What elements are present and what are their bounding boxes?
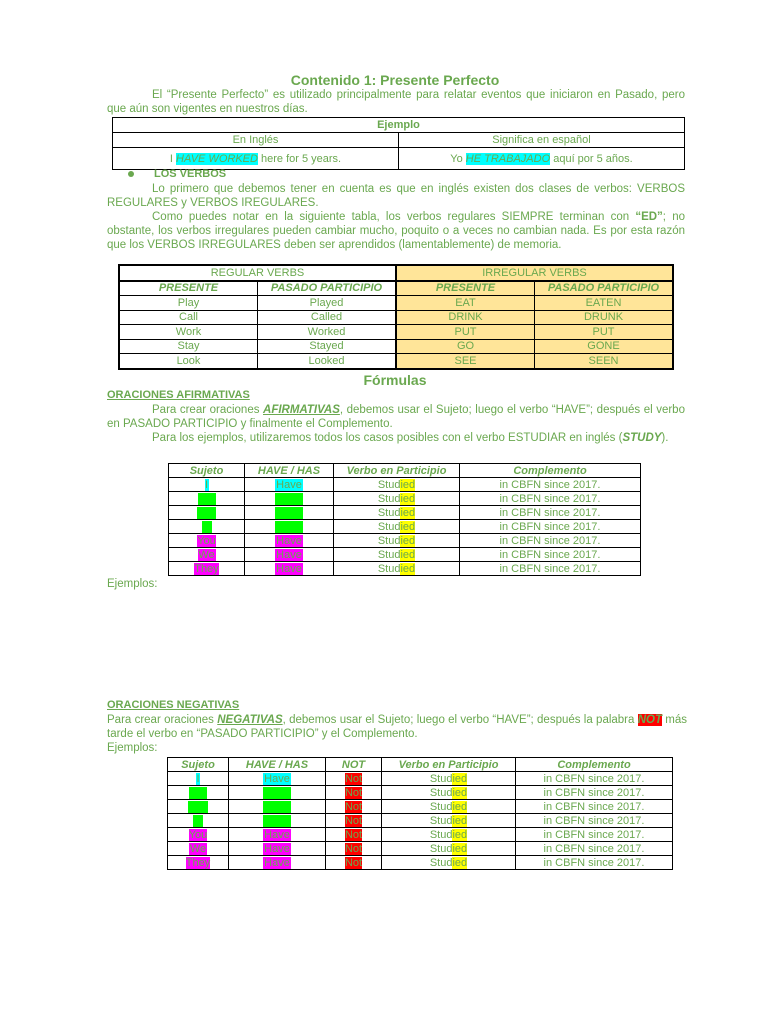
participle-stem: Stud [429, 814, 453, 827]
participle-stem: Stud [377, 506, 401, 519]
table-row [168, 814, 673, 828]
participle-stem: Stud [429, 856, 453, 869]
complement-cell: in CBFN since 2017. [516, 828, 673, 842]
auxiliary-cell [245, 492, 334, 506]
col-have-has: HAVE / HAS [229, 758, 326, 772]
complement-cell: in CBFN since 2017. [516, 786, 673, 800]
affirmative-paragraph-1 [107, 403, 685, 431]
table-cell: PUT [535, 325, 674, 340]
participle-stem: Stud [429, 772, 453, 785]
table-row [169, 506, 641, 520]
complement-cell: in CBFN since 2017. [516, 814, 673, 828]
participle-suffix: ied [452, 856, 468, 869]
text-fragment: Como puedes notar en la siguiente tabla, los verbos regulares SIEMPRE terminan con [152, 211, 636, 223]
subject-label: It [194, 814, 202, 827]
table-cell: Stayed [258, 339, 397, 354]
col-presente-regular: PRESENTE [119, 281, 258, 296]
auxiliary-label: Has [263, 801, 291, 813]
col-complemento: Complemento [460, 464, 641, 478]
participle-cell [382, 772, 516, 786]
table-row [168, 856, 673, 870]
subject-label: You [197, 534, 216, 547]
table-cell: Look [119, 354, 258, 369]
complement-cell: in CBFN since 2017. [460, 520, 641, 534]
regular-verbs-header: REGULAR VERBS [119, 265, 396, 281]
table-cell: Call [119, 310, 258, 325]
participle-cell [382, 856, 516, 870]
subject-label: It [203, 520, 210, 533]
table-cell: PUT [396, 325, 535, 340]
table-row [168, 800, 673, 814]
table-cell: DRUNK [535, 310, 674, 325]
subject-cell [168, 786, 229, 800]
participle-cell [334, 520, 460, 534]
table-row [119, 310, 673, 325]
auxiliary-label: Has [263, 787, 291, 799]
subject-label: I [196, 772, 200, 785]
formulas-title: Fórmulas [363, 372, 427, 388]
participle-stem: Stud [377, 520, 401, 533]
participle-cell [382, 786, 516, 800]
subject-label: He [199, 492, 214, 505]
col-complemento: Complemento [516, 758, 673, 772]
text-fragment: aquí por 5 años. [550, 152, 633, 165]
negative-formula-table [167, 757, 673, 870]
participle-suffix: ied [452, 800, 468, 813]
participle-cell [334, 506, 460, 520]
afirmativas-keyword: AFIRMATIVAS [263, 404, 340, 416]
table-cell: Work [119, 325, 258, 340]
participle-suffix: ied [452, 786, 468, 799]
participle-suffix: ied [400, 562, 416, 575]
negativas-keyword: NEGATIVAS [217, 714, 283, 726]
table-cell: Worked [258, 325, 397, 340]
table-row [168, 786, 673, 800]
subject-label: They [194, 562, 219, 575]
table-cell: SEEN [535, 354, 674, 369]
auxiliary-label: Has [263, 815, 291, 827]
subject-label: They [185, 856, 211, 869]
not-cell [326, 800, 382, 814]
auxiliary-label: Have [276, 534, 302, 547]
not-cell [326, 842, 382, 856]
not-label: Not [344, 786, 363, 799]
negative-paragraph [107, 713, 687, 741]
auxiliary-cell [229, 856, 326, 870]
not-cell [326, 814, 382, 828]
col-sujeto: Sujeto [169, 464, 245, 478]
participle-suffix: ied [400, 520, 416, 533]
col-pasado-regular: PASADO PARTICIPIO [258, 281, 397, 296]
subject-cell [169, 492, 245, 506]
table-cell: Stay [119, 339, 258, 354]
not-cell [326, 772, 382, 786]
participle-cell [334, 478, 460, 492]
participle-stem: Stud [429, 842, 453, 855]
auxiliary-cell [245, 548, 334, 562]
auxiliary-cell [229, 786, 326, 800]
auxiliary-label: Have [276, 562, 302, 575]
auxiliary-cell [229, 828, 326, 842]
subject-cell [169, 506, 245, 520]
complement-cell: in CBFN since 2017. [516, 842, 673, 856]
example-header: Ejemplo [113, 118, 685, 133]
verbs-table [118, 264, 674, 370]
auxiliary-cell [245, 534, 334, 548]
text-fragment: más tarde el verbo en “PASADO PARTICIPIO” y el Complemento. [107, 714, 687, 740]
bullet-icon [128, 171, 134, 177]
text-fragment: ). [661, 432, 669, 444]
complement-cell: in CBFN since 2017. [460, 562, 641, 576]
participle-cell [382, 842, 516, 856]
auxiliary-label: Have [276, 548, 302, 561]
col-sujeto: Sujeto [168, 758, 229, 772]
auxiliary-cell [229, 800, 326, 814]
subject-label: She [196, 506, 217, 519]
bullet-los-verbos [128, 168, 226, 180]
complement-cell: in CBFN since 2017. [516, 772, 673, 786]
participle-cell [382, 814, 516, 828]
intro-paragraph: El “Presente Perfecto” es utilizado principalmente para relatar eventos que iniciaron en Pasado, pero que aún son vigentes en nuestros días. [107, 89, 685, 115]
complement-cell: in CBFN since 2017. [460, 506, 641, 520]
not-cell [326, 856, 382, 870]
table-cell: EATEN [535, 296, 674, 311]
not-label: Not [344, 856, 363, 869]
participle-stem: Stud [377, 478, 401, 491]
example-spanish-sentence [399, 148, 685, 170]
table-row [169, 520, 641, 534]
col-not: NOT [326, 758, 382, 772]
auxiliary-label: Have [264, 772, 290, 785]
table-row [119, 296, 673, 311]
participle-suffix: ied [400, 492, 416, 505]
subject-cell [168, 800, 229, 814]
study-keyword: STUDY [622, 432, 662, 444]
subject-cell [168, 842, 229, 856]
participle-stem: Stud [429, 800, 453, 813]
example-table [112, 117, 685, 170]
auxiliary-label: Have [264, 828, 290, 841]
affirmative-examples-label: Ejemplos: [107, 578, 158, 590]
complement-cell: in CBFN since 2017. [460, 478, 641, 492]
subject-cell [168, 856, 229, 870]
table-cell: Looked [258, 354, 397, 369]
complement-cell: in CBFN since 2017. [516, 856, 673, 870]
text-fragment: Para los ejemplos, utilizaremos todos los casos posibles con el verbo ESTUDIAR en inglés ( [152, 432, 623, 444]
participle-cell [334, 548, 460, 562]
participle-stem: Stud [377, 534, 401, 547]
irregular-verbs-header: IRREGULAR VERBS [396, 265, 673, 281]
auxiliary-cell [245, 506, 334, 520]
verbs-paragraph-1: Lo primero que debemos tener en cuenta es que en inglés existen dos clases de verbos: VERBOS REGULARES y VERBOS IREGULARES. [107, 183, 685, 209]
not-label: Not [344, 828, 363, 841]
participle-stem: Stud [377, 548, 401, 561]
text-fragment: , debemos usar el Sujeto; luego el verbo “HAVE”; después el verbo en PASADO PARTICIPIO y finalmente el Complemento. [107, 404, 685, 430]
subject-cell [169, 478, 245, 492]
participle-suffix: ied [452, 814, 468, 827]
text-fragment: ; no obstante, los verbos irregulares pueden cambiar mucho, poquito o a veces no cambian nada. Es por esta razón que los VERBOS IRREGULARES deben ser aprendidos (lamentablemente) de memoria. [107, 211, 685, 251]
page-title: Contenido 1: Presente Perfecto [290, 72, 500, 88]
participle-stem: Stud [377, 562, 401, 575]
ed-emphasis: “ED” [635, 211, 663, 223]
participle-stem: Stud [429, 786, 453, 799]
complement-cell: in CBFN since 2017. [460, 548, 641, 562]
auxiliary-cell [245, 562, 334, 576]
col-pasado-irregular: PASADO PARTICIPIO [535, 281, 674, 296]
not-label: Not [344, 800, 363, 813]
text-fragment: here for 5 years. [257, 152, 342, 165]
not-label: Not [344, 814, 363, 827]
not-label: Not [344, 772, 363, 785]
auxiliary-label: Has [275, 493, 303, 505]
auxiliary-cell [229, 814, 326, 828]
auxiliary-cell [245, 478, 334, 492]
highlight-have-worked: HAVE WORKED [176, 152, 258, 165]
auxiliary-label: Has [275, 507, 303, 519]
subject-cell [168, 772, 229, 786]
auxiliary-cell [229, 772, 326, 786]
participle-suffix: ied [452, 772, 468, 785]
not-keyword: NOT [637, 714, 662, 726]
verbs-paragraph-2 [107, 210, 685, 252]
text-fragment: Yo [450, 152, 466, 165]
table-row [168, 772, 673, 786]
highlight-he-trabajado: HE TRABAJADO [465, 152, 551, 165]
table-cell: Played [258, 296, 397, 311]
not-cell [326, 786, 382, 800]
col-verbo-participio: Verbo en Participio [382, 758, 516, 772]
auxiliary-cell [229, 842, 326, 856]
auxiliary-cell [245, 520, 334, 534]
table-row [169, 478, 641, 492]
text-fragment: Para crear oraciones [152, 404, 264, 416]
col-have-has: HAVE / HAS [245, 464, 334, 478]
subject-cell [169, 534, 245, 548]
subject-label: He [190, 786, 206, 799]
participle-stem: Stud [429, 828, 453, 841]
table-row [168, 828, 673, 842]
subject-cell [169, 562, 245, 576]
table-cell: EAT [396, 296, 535, 311]
table-cell: GO [396, 339, 535, 354]
not-cell [326, 828, 382, 842]
example-col-english: En Inglés [113, 133, 399, 148]
auxiliary-label: Have [264, 842, 290, 855]
participle-stem: Stud [377, 492, 401, 505]
table-row [169, 562, 641, 576]
participle-suffix: ied [452, 842, 468, 855]
table-cell: GONE [535, 339, 674, 354]
participle-cell [334, 534, 460, 548]
table-cell: Called [258, 310, 397, 325]
table-row [169, 534, 641, 548]
auxiliary-label: Have [264, 856, 290, 869]
affirmative-paragraph-2 [107, 431, 685, 445]
subject-cell [168, 828, 229, 842]
text-fragment: I [169, 152, 177, 165]
participle-suffix: ied [452, 828, 468, 841]
text-fragment: Para crear oraciones [107, 714, 218, 726]
subject-label: She [188, 800, 208, 813]
example-col-spanish: Significa en español [399, 133, 685, 148]
participle-suffix: ied [400, 506, 416, 519]
table-row [168, 842, 673, 856]
not-label: Not [344, 842, 363, 855]
table-row [119, 325, 673, 340]
subject-cell [168, 814, 229, 828]
table-row [169, 492, 641, 506]
participle-cell [334, 492, 460, 506]
participle-suffix: ied [400, 534, 416, 547]
bullet-label: LOS VERBOS [154, 168, 227, 180]
example-english-sentence [113, 148, 399, 170]
subject-cell [169, 520, 245, 534]
complement-cell: in CBFN since 2017. [460, 534, 641, 548]
auxiliary-label: Have [276, 478, 302, 491]
subject-label: I [204, 478, 209, 491]
participle-suffix: ied [400, 548, 416, 561]
auxiliary-label: Has [275, 521, 303, 533]
negative-examples-label: Ejemplos: [107, 742, 158, 754]
affirmative-heading: ORACIONES AFIRMATIVAS [107, 389, 250, 401]
participle-cell [382, 828, 516, 842]
participle-cell [382, 800, 516, 814]
table-row [169, 548, 641, 562]
subject-label: You [188, 828, 208, 841]
negative-heading: ORACIONES NEGATIVAS [107, 699, 240, 711]
participle-cell [334, 562, 460, 576]
text-fragment: , debemos usar el Sujeto; luego el verbo “HAVE”; después la palabra [282, 714, 638, 726]
table-cell: SEE [396, 354, 535, 369]
col-presente-irregular: PRESENTE [396, 281, 535, 296]
table-row [119, 354, 673, 369]
table-cell: DRINK [396, 310, 535, 325]
subject-cell [169, 548, 245, 562]
subject-label: We [189, 842, 207, 855]
complement-cell: in CBFN since 2017. [516, 800, 673, 814]
table-cell: Play [119, 296, 258, 311]
subject-label: We [198, 548, 215, 561]
complement-cell: in CBFN since 2017. [460, 492, 641, 506]
table-row [119, 339, 673, 354]
col-verbo-participio: Verbo en Participio [334, 464, 460, 478]
participle-suffix: ied [400, 478, 416, 491]
affirmative-formula-table [168, 463, 641, 576]
